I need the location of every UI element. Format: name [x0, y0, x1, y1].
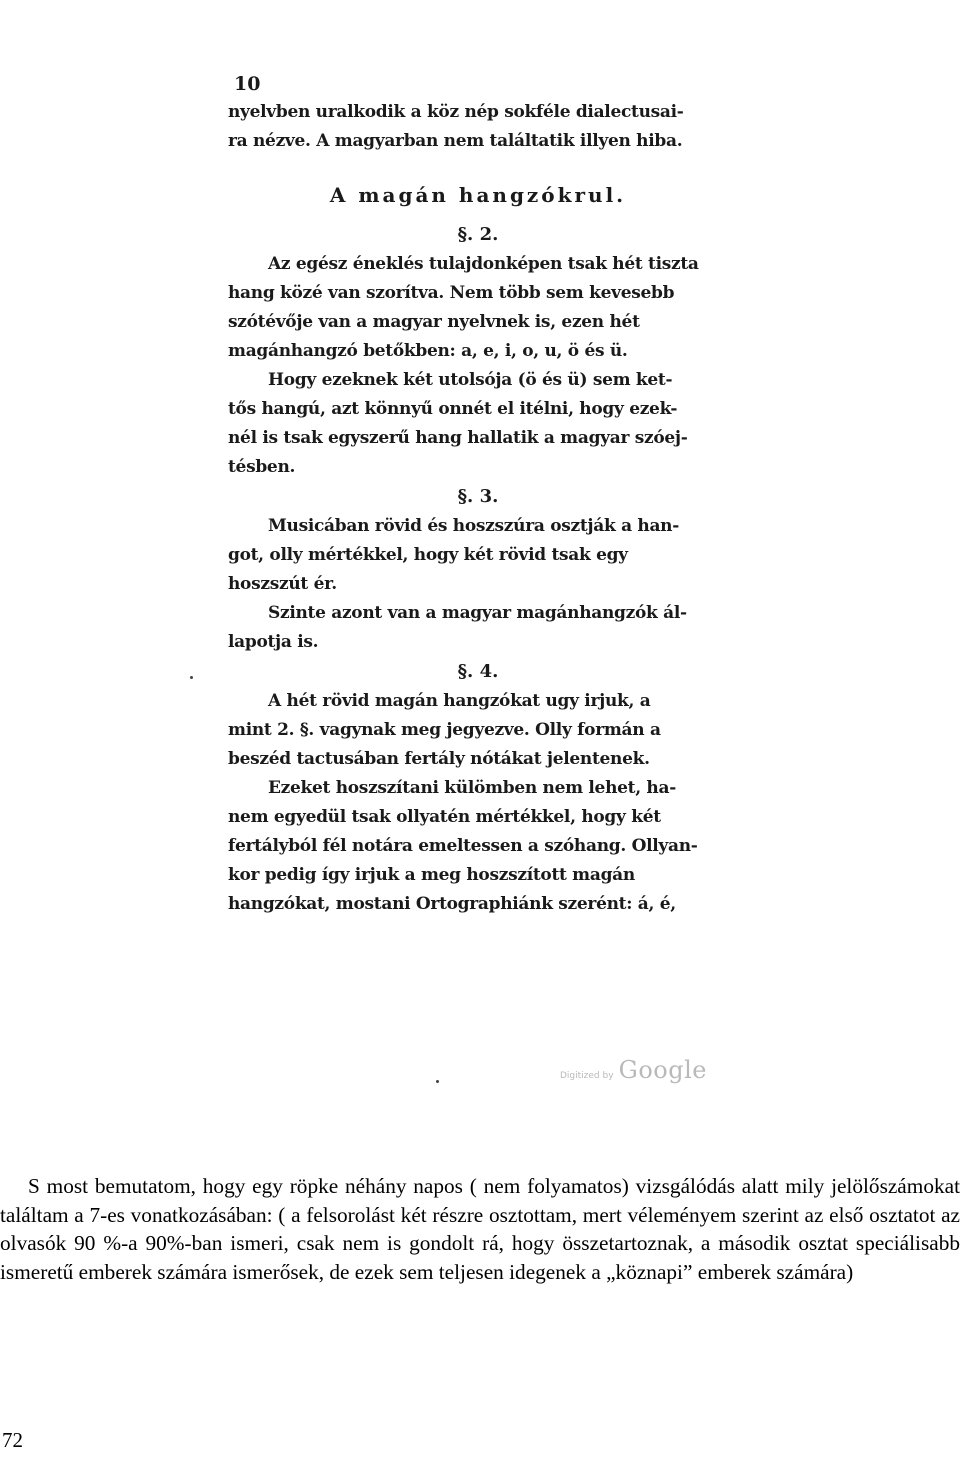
- scan-line: Szinte azont van a magyar magánhangzók ál-: [268, 603, 687, 623]
- scan-line: tésben.: [228, 457, 296, 477]
- scan-line: beszéd tactusában fertály nótákat jelentenek.: [228, 749, 650, 769]
- scan-line: tős hangú, azt könnyű onnét el itélni, hogy ezek-: [228, 399, 678, 419]
- scan-line: Hogy ezeknek két utolsója (ö és ü) sem ket-: [268, 370, 673, 390]
- scan-line: hoszszút ér.: [228, 574, 337, 594]
- scan-heading: A magán hangzókrul.: [329, 183, 627, 207]
- scan-line: nem egyedül tsak ollyatén mértékkel, hogy két: [228, 807, 661, 827]
- scan-line: Ezeket hoszszítani külömben nem lehet, ha-: [268, 778, 676, 798]
- scanned-text-block: [228, 70, 728, 919]
- scan-speck: [436, 1080, 439, 1083]
- scan-line: Az egész éneklés tulajdonképen tsak hét tiszta: [268, 254, 699, 274]
- section-mark: §. 2.: [457, 224, 499, 245]
- scan-speck: [190, 676, 193, 679]
- scan-line: szótévője van a magyar nyelvnek is, ezen hét: [228, 312, 640, 332]
- page-number: 72: [2, 1428, 23, 1452]
- watermark-prefix: Digitized by: [560, 1071, 614, 1081]
- scan-line: nyelvben uralkodik a köz nép sokféle dialectusai-: [228, 102, 684, 122]
- scan-line: kor pedig így irjuk a meg hoszszított magán: [228, 865, 635, 885]
- section-mark: §. 3.: [457, 486, 499, 507]
- scan-line: nél is tsak egyszerű hang hallatik a magyar szóej-: [228, 428, 688, 448]
- section-mark: §. 4.: [457, 661, 499, 682]
- scan-line: A hét rövid magán hangzókat ugy irjuk, a: [268, 691, 651, 711]
- scan-line: lapotja is.: [228, 632, 319, 652]
- scan-line: fertályból fél notára emeltessen a szóhang. Ollyan-: [228, 836, 698, 856]
- body-paragraph: S most bemutatom, hogy egy röpke néhány napos ( nem folyamatos) vizsgálódás alatt mily jelölőszámokat találtam a 7-es vonatkozásában: ( a felsorolást két részre osztottam, mert véleményem szerint az első osztatot az olvasók 90 %-a 90%-ban ismeri, csak nem is gondolt rá, hogy összetartoznak, a második osztat speciálisabb ismeretű emberek számára ismerősek, de ezek sem teljesen idegenek a „köznapi” emberek számára): [0, 1174, 960, 1284]
- scan-page-number: 10: [234, 73, 261, 95]
- google-watermark: [560, 1056, 707, 1084]
- scan-line: got, olly mértékkel, hogy két rövid tsak egy: [228, 545, 628, 565]
- scan-line: hangzókat, mostani Ortographiánk szerént: á, é,: [228, 894, 676, 914]
- scan-line: ra nézve. A magyarban nem találtatik illyen hiba.: [228, 131, 683, 151]
- scan-line: magánhangzó betőkben: a, e, i, o, u, ö és ü.: [228, 341, 628, 361]
- scan-line: hang közé van szorítva. Nem több sem kevesebb: [228, 283, 675, 303]
- scan-line: Musicában rövid és hoszszúra osztják a han-: [268, 516, 679, 536]
- scan-line: mint 2. §. vagynak meg jegyezve. Olly formán a: [228, 720, 661, 740]
- watermark-logo: Google: [618, 1056, 707, 1084]
